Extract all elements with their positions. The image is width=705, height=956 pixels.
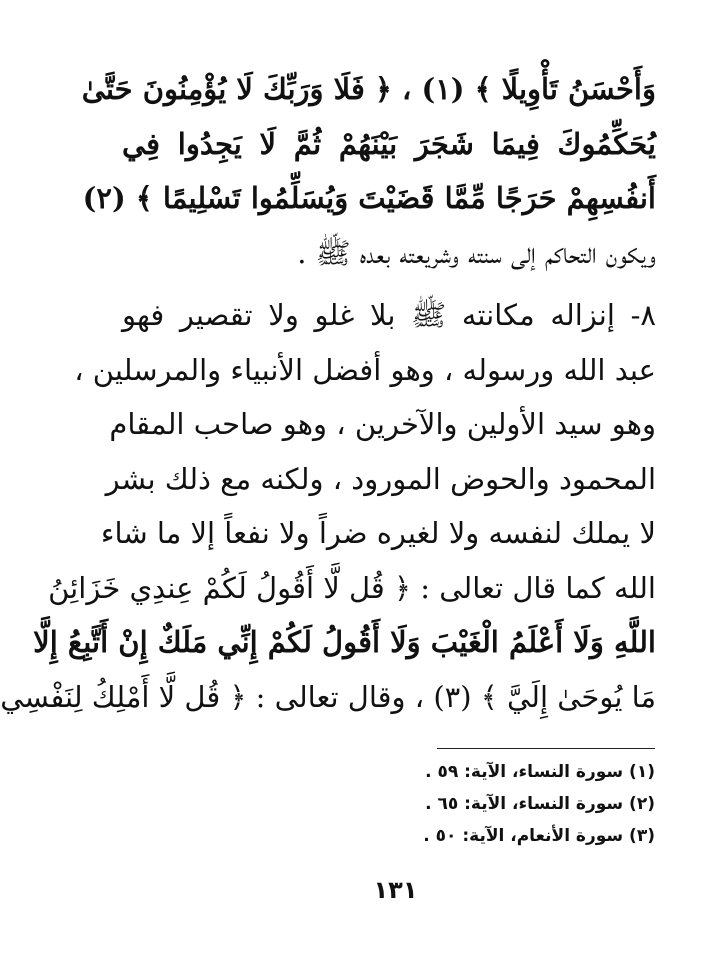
text-line-9: لا يملك لنفسه ولا لغيره ضراً ولا نفعاً إلا ما شاء: [100, 516, 656, 550]
page-number: ١٣١: [373, 876, 418, 904]
text-line-2: يُحَكِّمُوكَ فِيمَا شَجَرَ بَيْنَهُمْ ثُمَّ لَا يَجِدُوا فِي: [122, 126, 656, 161]
text-line-3: أَنفُسِهِمْ حَرَجًا مِّمَّا قَضَيْتَ وَيُسَلِّمُوا تَسْلِيمًا ﴾ (٢): [82, 181, 656, 215]
text-line-1: وَأَحْسَنُ تَأْوِيلًا ﴾ (١) ، ﴿ فَلَا وَرَبِّكَ لَا يُؤْمِنُونَ حَتَّىٰ: [81, 72, 656, 106]
footnote-3: (٣) سورة الأنعام، الآية: ٥٠ .: [423, 826, 655, 846]
footnote-divider: [437, 748, 655, 749]
footnotes: [355, 756, 655, 852]
text-line-8: المحمود والحوض المورود ، ولكنه مع ذلك بشر: [105, 461, 656, 496]
text-line-11: اللَّهِ وَلَا أَعْلَمُ الْغَيْبَ وَلَا أَقُولُ لَكُمْ إِنِّي مَلَكٌ إِنْ أَتَّبِعُ إِلَّا: [33, 625, 656, 659]
text-line-6: عبد الله ورسوله ، وهو أفضل الأنبياء والمرسلين ،: [74, 352, 656, 387]
text-line-4: ويكون التحاكم إلى سنته وشريعته بعده ﷺ .: [297, 235, 656, 270]
footnote-1: (١) سورة النساء، الآية: ٥٩ .: [425, 762, 655, 782]
paragraph-gap: [122, 280, 656, 288]
text-line-5: ٨- إنزاله مكانته ﷺ بلا غلو ولا تقصير فهو: [122, 298, 656, 332]
footnote-2: (٢) سورة النساء، الآية: ٦٥ .: [425, 794, 655, 814]
text-line-12: مَا يُوحَىٰ إِلَيَّ ﴾ (٣) ، وقال تعالى : ﴿ قُل لَّا أَمْلِكُ لِنَفْسِي: [0, 679, 656, 714]
page-body: [0, 62, 656, 724]
text-line-7: وهو سيد الأولين والآخرين ، وهو صاحب المقام: [109, 407, 656, 441]
text-line-10: الله كما قال تعالى : ﴿ قُل لَّا أَقُولُ لَكُمْ عِندِي خَزَائِنُ: [48, 570, 656, 605]
